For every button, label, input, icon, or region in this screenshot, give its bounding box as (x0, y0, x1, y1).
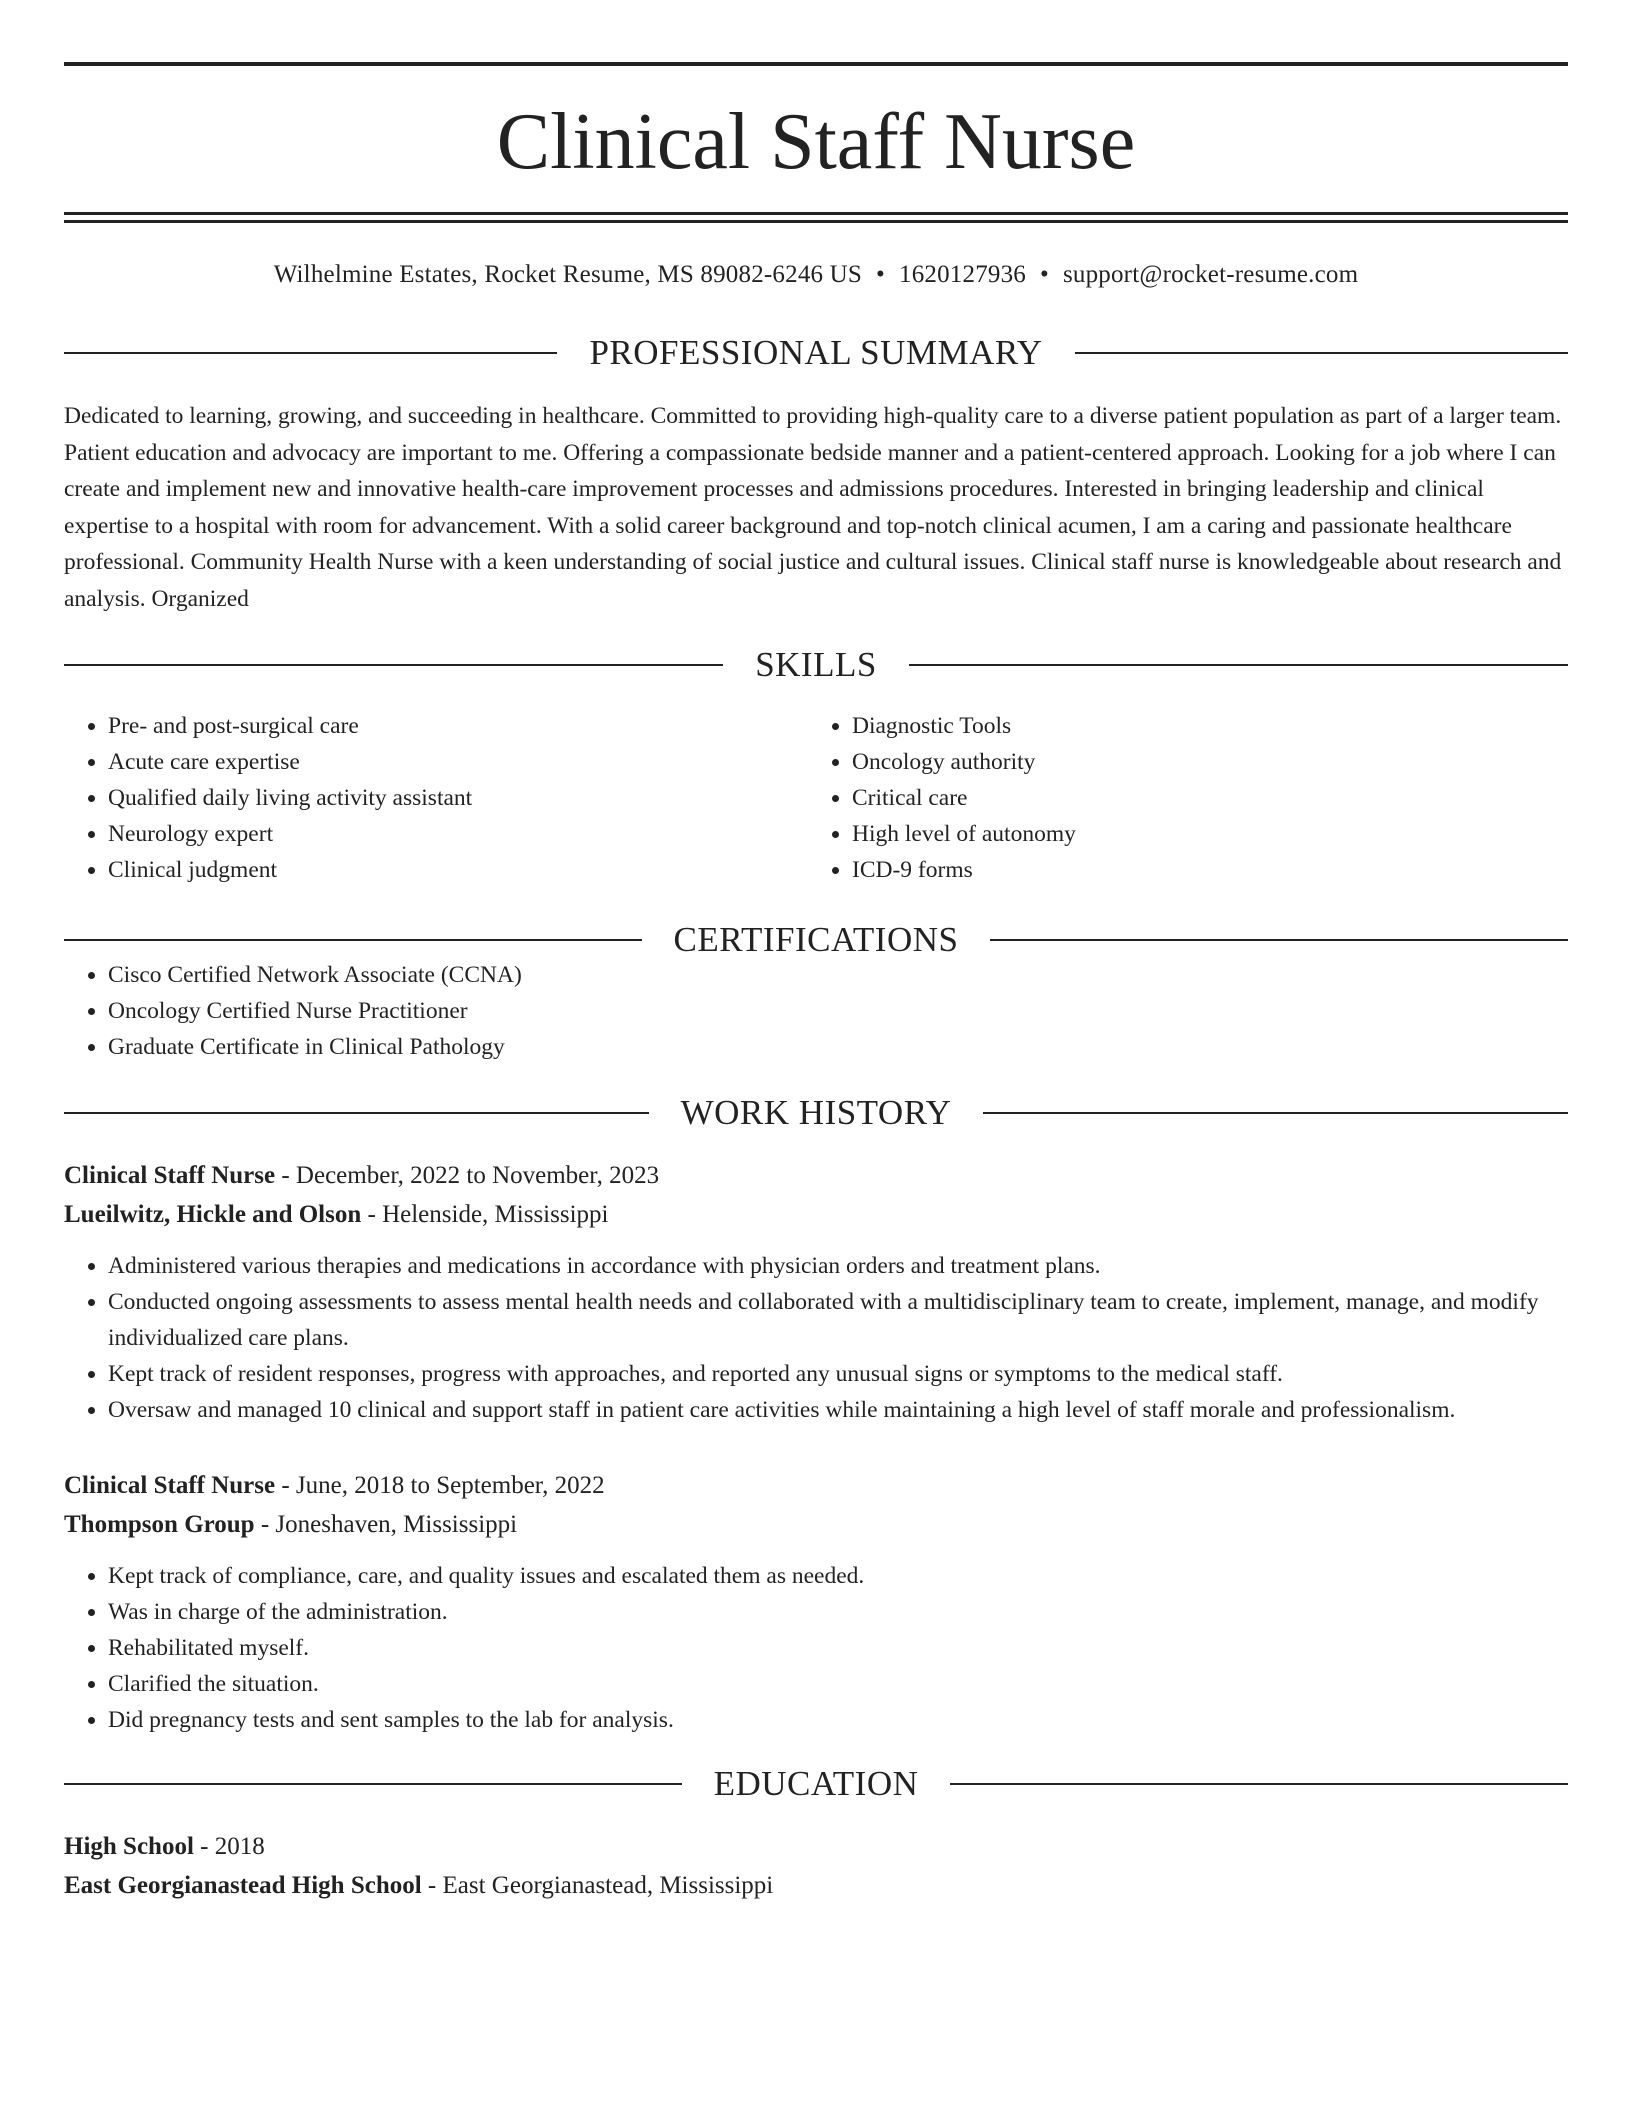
job-company: Lueilwitz, Hickle and Olson (64, 1201, 362, 1228)
section-title-education: EDUCATION (713, 1764, 919, 1803)
job-company: Thompson Group (64, 1511, 255, 1538)
job-entry (64, 1156, 1568, 1428)
list-item: • Oncology Certified Nurse Practitioner (108, 993, 1568, 1029)
section-header-summary (64, 335, 1568, 370)
list-item: • Oncology authority (852, 744, 1568, 780)
resume-title: Clinical Staff Nurse (496, 98, 1136, 186)
list-item: • Conducted ongoing assessments to assess mental health needs and collaborated with a multidisciplinary team to create, implement, manage, and modify individualized care plans. (108, 1284, 1568, 1356)
list-item: • Kept track of compliance, care, and quality issues and escalated them as needed. (108, 1558, 1568, 1594)
contact-separator: • (876, 261, 885, 288)
list-item: • Pre- and post-surgical care (108, 708, 816, 744)
title-double-rule (64, 212, 1568, 223)
job-title-line (64, 1466, 1568, 1505)
list-item: • Cisco Certified Network Associate (CCNA) (108, 957, 1568, 993)
education-entry (64, 1827, 1568, 1905)
list-item: • Critical care (852, 780, 1568, 816)
list-item: • Qualified daily living activity assistant (108, 780, 816, 816)
job-title: Clinical Staff Nurse (64, 1472, 276, 1499)
education-year: - 2018 (193, 1833, 265, 1860)
job-dates: - December, 2022 to November, 2023 (275, 1162, 660, 1189)
section-rule (64, 664, 723, 666)
contact-separator: • (1040, 261, 1049, 288)
list-item: • Graduate Certificate in Clinical Pathology (108, 1029, 1568, 1065)
section-title-certifications: CERTIFICATIONS (673, 920, 959, 959)
list-item: • ICD-9 forms (852, 852, 1568, 888)
section-rule (909, 664, 1568, 666)
list-item: • Administered various therapies and medications in accordance with physician orders and treatment plans. (108, 1248, 1568, 1284)
job-company-line (64, 1195, 1568, 1234)
list-item: • Did pregnancy tests and sent samples to the lab for analysis. (108, 1702, 1568, 1738)
section-rule (950, 1783, 1568, 1785)
section-rule (990, 939, 1568, 941)
job-company-line (64, 1505, 1568, 1544)
list-item: • Rehabilitated myself. (108, 1630, 1568, 1666)
list-item: • Diagnostic Tools (852, 708, 1568, 744)
education-school: East Georgianastead High School (64, 1872, 422, 1899)
section-header-education (64, 1766, 1568, 1801)
section-header-skills (64, 647, 1568, 682)
contact-line (64, 261, 1568, 289)
certifications-list (64, 957, 1568, 1065)
section-title-work: WORK HISTORY (680, 1093, 952, 1132)
list-item: • High level of autonomy (852, 816, 1568, 852)
list-item: • Acute care expertise (108, 744, 816, 780)
section-header-work (64, 1095, 1568, 1130)
section-rule (64, 1112, 649, 1114)
skills-column-left (64, 708, 816, 888)
summary-text: Dedicated to learning, growing, and succeeding in healthcare. Committed to providing high-quality care to a diverse patient population as part of a larger team. Patient education and advocacy are important to me. Offering a compassionate bedside manner and a patient-centered approach. Looking for a job where I can create and implement new and innovative health-care improvement processes and admissions procedures. Interested in bringing leadership and clinical expertise to a hospital with room for advancement. With a solid career background and top-notch clinical acumen, I am a caring and passionate healthcare professional. Community Health Nurse with a keen understanding of social justice and cultural issues. Clinical staff nurse is knowledgeable about research and analysis. Organized (64, 403, 1562, 612)
list-item: • Neurology expert (108, 816, 816, 852)
skills-list (64, 708, 1568, 888)
section-rule (64, 939, 642, 941)
job-dates: - June, 2018 to September, 2022 (275, 1472, 605, 1499)
section-rule (1075, 352, 1568, 354)
skills-column-right (816, 708, 1568, 888)
list-item: • Oversaw and managed 10 clinical and support staff in patient care activities while maintaining a high level of staff morale and professionalism. (108, 1392, 1568, 1428)
job-duties-list (64, 1558, 1568, 1738)
section-title-summary: PROFESSIONAL SUMMARY (589, 333, 1043, 372)
section-rule (64, 1783, 682, 1785)
education-school-line (64, 1866, 1568, 1905)
job-location: - Joneshaven, Mississippi (254, 1511, 518, 1538)
education-location: - East Georgianastead, Mississippi (421, 1872, 774, 1899)
job-entry (64, 1466, 1568, 1738)
section-rule (983, 1112, 1568, 1114)
education-degree: High School (64, 1833, 194, 1860)
job-title: Clinical Staff Nurse (64, 1162, 276, 1189)
contact-address: Wilhelmine Estates, Rocket Resume, MS 89082-6246 US (273, 261, 863, 288)
job-title-line (64, 1156, 1568, 1195)
list-item: • Clinical judgment (108, 852, 816, 888)
list-item: • Kept track of resident responses, progress with approaches, and reported any unusual signs or symptoms to the medical staff. (108, 1356, 1568, 1392)
section-rule (64, 352, 557, 354)
section-title-skills: SKILLS (755, 645, 877, 684)
list-item: • Was in charge of the administration. (108, 1594, 1568, 1630)
contact-email: support@rocket-resume.com (1062, 261, 1359, 288)
section-header-certifications (64, 922, 1568, 957)
job-location: - Helenside, Mississippi (361, 1201, 609, 1228)
list-item: • Clarified the situation. (108, 1666, 1568, 1702)
contact-phone: 1620127936 (899, 261, 1026, 288)
job-duties-list (64, 1248, 1568, 1428)
education-degree-line (64, 1827, 1568, 1866)
